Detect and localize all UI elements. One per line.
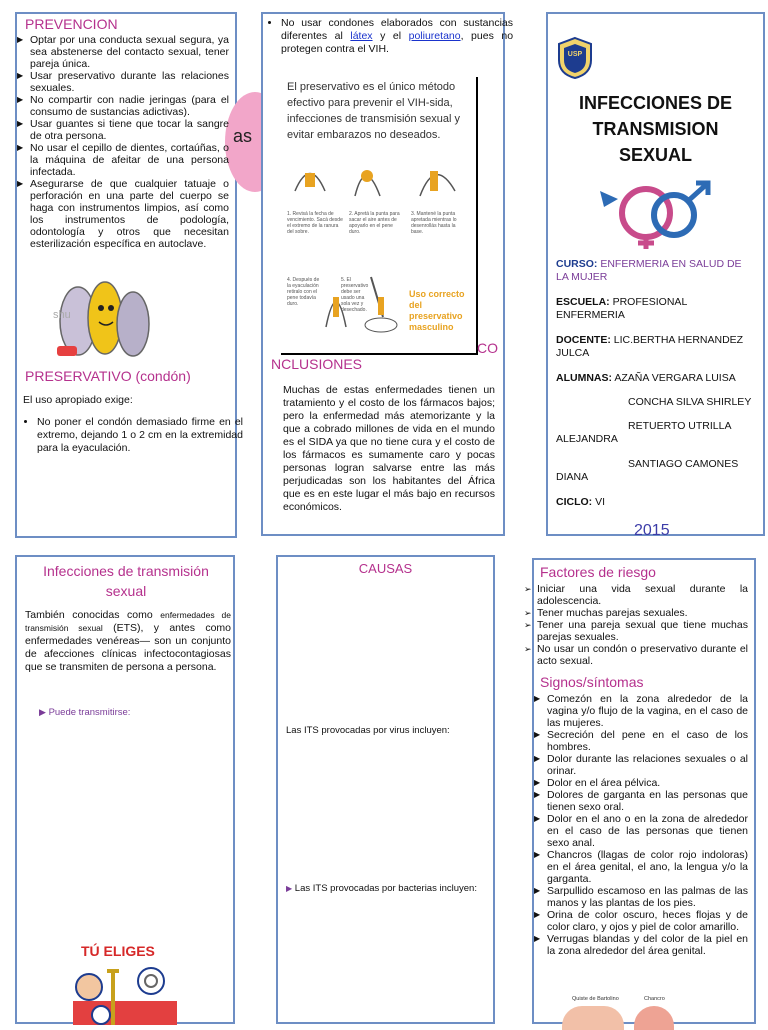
its-text-c: (ETS), y antes como enfermedades venéreas— son un conjunto de afecciones clínicas infectocontagiosas que se transmiten de persona a persona. [25,622,232,673]
factores-list [524,583,748,667]
list-item [281,17,513,56]
its-text-a: También conocidas como [25,609,153,621]
bacterias-line [286,883,477,894]
puede-transmitirse [39,707,130,718]
ciclo-label: CICLO: [556,496,593,508]
list-item: ▶ No compartir con nadie jeringas (para el consumo de sustancias adictivas). [17,94,229,118]
condom-cartoon-image [43,276,163,366]
logo-text: USP [567,51,583,58]
cover-title: INFECCIONES DE TRANSMISION SEXUAL [578,93,733,165]
docente-value: LIC.BERTHA HERNANDEZ JULCA [556,334,744,359]
panel-factores-signos [532,558,756,1024]
list-item: ➢ Iniciar una vida sexual durante la adolescencia. [524,583,748,607]
escuela-line [556,296,756,322]
step-4: 4. Después de la eyaculación retiralo con el pene todavía duro. [287,277,320,307]
docente-line [556,334,756,360]
list-item: ▶ Usar guantes si tiene que tocar la sangre de otra persona. [17,118,229,142]
escuela-value: PROFESIONAL ENFERMERIA [556,296,687,321]
list-item: ▶ Dolor durante las relaciones sexuales o al orinar. [534,753,748,777]
list-item: ▶ Asegurarse de que cualquier tatuaje o perforación en una parte del cuerpo se haga con instrumentos limpios, así como los instrumentos de podología, odontología y otros que necesitan esterilización específica en autoclave. [17,178,229,250]
condones-list [267,17,513,56]
escuela-label: ESCUELA: [556,296,610,308]
curso-line [556,258,756,284]
alumna-1: AZAÑA VERGARA LUISA [614,372,736,384]
list-item: ➢ No usar un condón o preservativo durante el acto sexual. [524,643,748,667]
bullet-text: y el [380,30,402,42]
its-text-b: enfermedades de transmisión sexual [25,610,231,633]
list-item: ▶ Sarpullido escamoso en las palmas de las manos y las plantas de los pies. [534,885,748,909]
ciclo-value: VI [595,496,606,508]
image-heading: El preservativo es el único método efectivo para prevenir el VIH-sida, infecciones de transmisión sexual y evitar embarazos no deseados. [287,81,461,141]
alumna-4: SANTIAGO CAMONES DIANA [556,458,739,483]
conclusiones-text: Muchas de estas enfermedades tienen un tratamiento y el costo de los fármacos bajos; pero la enfermedad más atemorizante y la que a cobrado millones de vida en el mundo es el SIDA ya que no tiene cura y el costo de los fármacos es sumamente caro y pocas personas logran salvarse entre las más perjudicadas son los habitantes del África que es en este lugar el más bajo en recursos económicos. [283,384,495,513]
curso-value: ENFERMERIA EN SALUD DE LA MUJER [556,258,742,283]
list-item: ▶ Dolores de garganta en las personas que tienen sexo oral. [534,789,748,813]
preservativo-heading [25,368,191,384]
list-item: • No poner el condón demasiado firme en el extremo, dejando 1 o 2 cm en la extremidad para la eyaculación. [37,416,243,455]
list-item: ▶ Verrugas blandas y del color de la piel en la zona alrededor del área genital. [534,933,748,957]
puede-transmitirse-text: Puede transmitirse: [48,707,131,718]
list-item: ▶ Chancros (llagas de color rojo indoloras) en el área genital, el ano, la lengua y/o la garganta. [534,849,748,885]
prevencion-list [17,34,229,250]
tu-eliges-image [73,961,177,1025]
signos-title: Signos/síntomas [540,674,644,690]
step-2: 2. Apretá la punta para sacar el aire antes de apoyarlo en el pene duro. [349,211,400,235]
panel-cover [546,12,765,539]
docente-label: DOCENTE: [556,334,611,346]
watermark-text: shu [53,309,71,321]
list-item: ▶ Secreción del pene en el caso de los hombres. [534,729,748,753]
panel-prevencion [15,12,253,538]
condom-steps-drawings [285,151,471,207]
list-item: ▶ Orina de color oscuro, heces flojas y de color claro, y ojos y piel de color amarillo. [534,909,748,933]
uso-list [23,416,243,455]
bacterias-text: Las ITS provocadas por bacterias incluyen: [294,883,477,894]
bullet-text: No usar condones elaborados con sustancias diferentes al [281,17,513,42]
list-item: ▶ Optar por una conducta sexual segura, ya sea abstenerse del contacto sexual, tener pareja única. [17,34,229,70]
uso-correcto-label: Uso correcto del preservativo masculino [409,289,465,332]
poliuretano-link[interactable]: poliuretano [408,30,461,42]
latex-link[interactable]: látex [350,30,373,42]
gender-symbols-image [596,179,726,251]
preservativo-sub: (condón) [135,368,191,384]
step-3: 3. Mantené la punta apretada mientras lo desenrollás hasta la base. [411,211,457,235]
list-item: ▶ Usar preservativo durante las relaciones sexuales. [17,70,229,94]
preservativo-title: PRESERVATIVO [25,368,132,384]
behind-fragment: as [233,126,253,146]
list-item: ▶ Dolor en el ano o en la zona de alrededor en el caso de las personas que tienen sexo anal. [534,813,748,849]
triangle-bullet-icon: ▶ [39,707,46,717]
alumna-3: RETUERTO UTRILLA ALEJANDRA [556,420,731,445]
list-item: ▶ Comezón en la zona alrededor de la vagina y/o flujo de la vagina, en el caso de las mujeres. [534,693,748,729]
condom-steps-drawings-2 [321,257,411,337]
year-fragment: 2015 [634,522,670,539]
conclusiones-title: NCLUSIONES [271,356,363,372]
alumnas-line [556,372,756,385]
virus-text: Las ITS provocadas por virus incluyen: [286,725,450,736]
caption-chancro: Chancro [644,996,665,1002]
list-item: ➢ Tener muchas parejas sexuales. [524,607,748,619]
panel-condones-conclusiones [261,12,514,536]
bullet-text: , pues no protegen contra el VIH. [281,30,514,55]
caption-quiste: Quiste de Bartolino [572,996,619,1002]
co-fragment: CO [477,340,498,356]
triangle-bullet-icon: ▶ [286,884,293,893]
alumna-2: CONCHA SILVA SHIRLEY [628,396,752,408]
ciclo-line [556,496,756,509]
university-logo [556,36,594,80]
causas-title: CAUSAS [358,561,413,576]
step-1: 1. Revisá la fecha de vencimiento. Sacá desde el extremo de la ranura del sobre. [287,211,343,235]
curso-label: CURSO: [556,258,598,270]
list-item: ➢ Tener una pareja sexual que tiene muchas parejas sexuales. [524,619,748,643]
list-item: ▶ Dolor en el área pélvica. [534,777,748,789]
step-5: 5. El preservativo debe ser usado una sola vez y desechado. [341,277,369,313]
prevencion-title: PREVENCION [25,16,118,32]
uso-text: El uso apropiado exige: [23,394,133,406]
symptom-photo-1 [562,1006,624,1030]
factores-title: Factores de riesgo [540,564,656,580]
alumnas-label: ALUMNAS: [556,372,612,384]
condom-instructions-image [281,77,478,355]
symptom-photo-2 [634,1006,674,1030]
panel-its-definicion [15,555,235,1024]
its-text [25,609,231,674]
panel-causas [276,555,495,1024]
tu-eliges-label: TÚ ELIGES [81,943,155,959]
list-item: ▶ No usar el cepillo de dientes, cortaúñas, o la máquina de afeitar de una persona infectada. [17,142,229,178]
signos-list [534,693,748,957]
its-title: Infecciones de transmisión sexual [43,563,209,599]
